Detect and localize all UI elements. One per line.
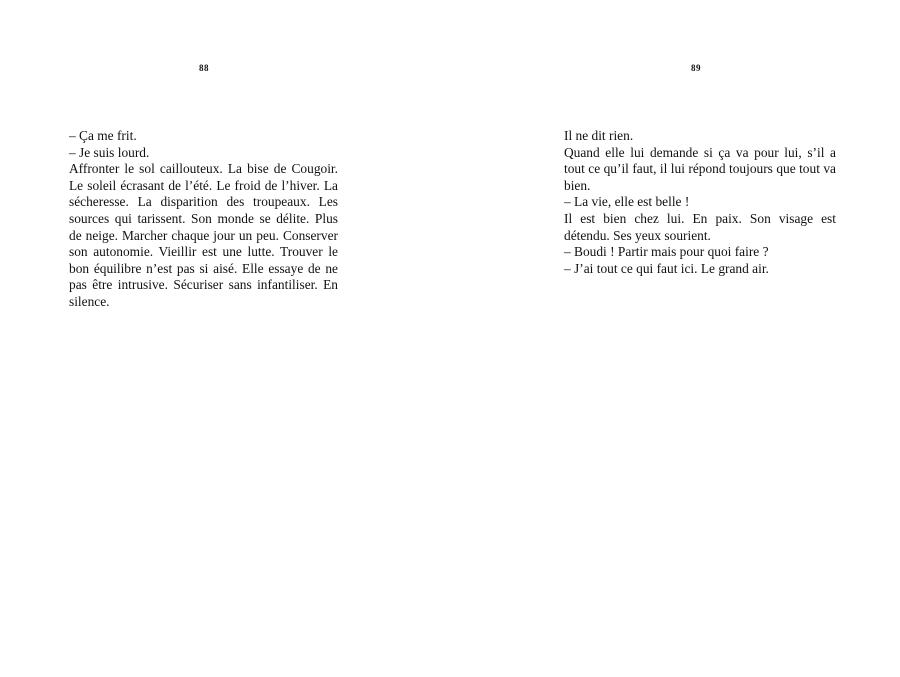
right-page	[450, 0, 900, 677]
dialogue-line: – La vie, elle est belle !	[564, 194, 690, 210]
dialogue-line: – Je suis lourd.	[69, 144, 150, 160]
right-page-text	[564, 128, 836, 277]
body-paragraph: Quand elle lui demande si ça va pour lui, s’il a tout ce qu’il faut, il lui répond toujours que tout va bien.	[564, 144, 836, 193]
dialogue-line: – Boudi ! Partir mais pour quoi faire ?	[564, 244, 769, 260]
left-page-text	[69, 128, 338, 311]
text-line: Il ne dit rien.	[564, 128, 634, 143]
body-paragraph: Affronter le sol caillouteux. La bise de Cougoir. Le soleil écrasant de l’été. Le froid de l’hiver. La sécheresse. La disparition des troupeaux. Les sources qui tarissent. Son monde se délite. Plus de neige. Marcher chaque jour un peu. Conserver son autonomie. Vieillir est une lutte. Trouver le bon équilibre n’est pas si aisé. Elle essaye de ne pas être intrusive. Sécuriser sans infantiliser. En silence.	[69, 161, 338, 309]
page-number-left: 88	[199, 63, 209, 73]
body-paragraph: Il est bien chez lui. En paix. Son visage est détendu. Ses yeux sourient.	[564, 210, 836, 243]
page-number-right: 89	[691, 63, 701, 73]
dialogue-line: – J’ai tout ce qui faut ici. Le grand air.	[564, 260, 769, 276]
dialogue-line: – Ça me frit.	[69, 128, 137, 143]
